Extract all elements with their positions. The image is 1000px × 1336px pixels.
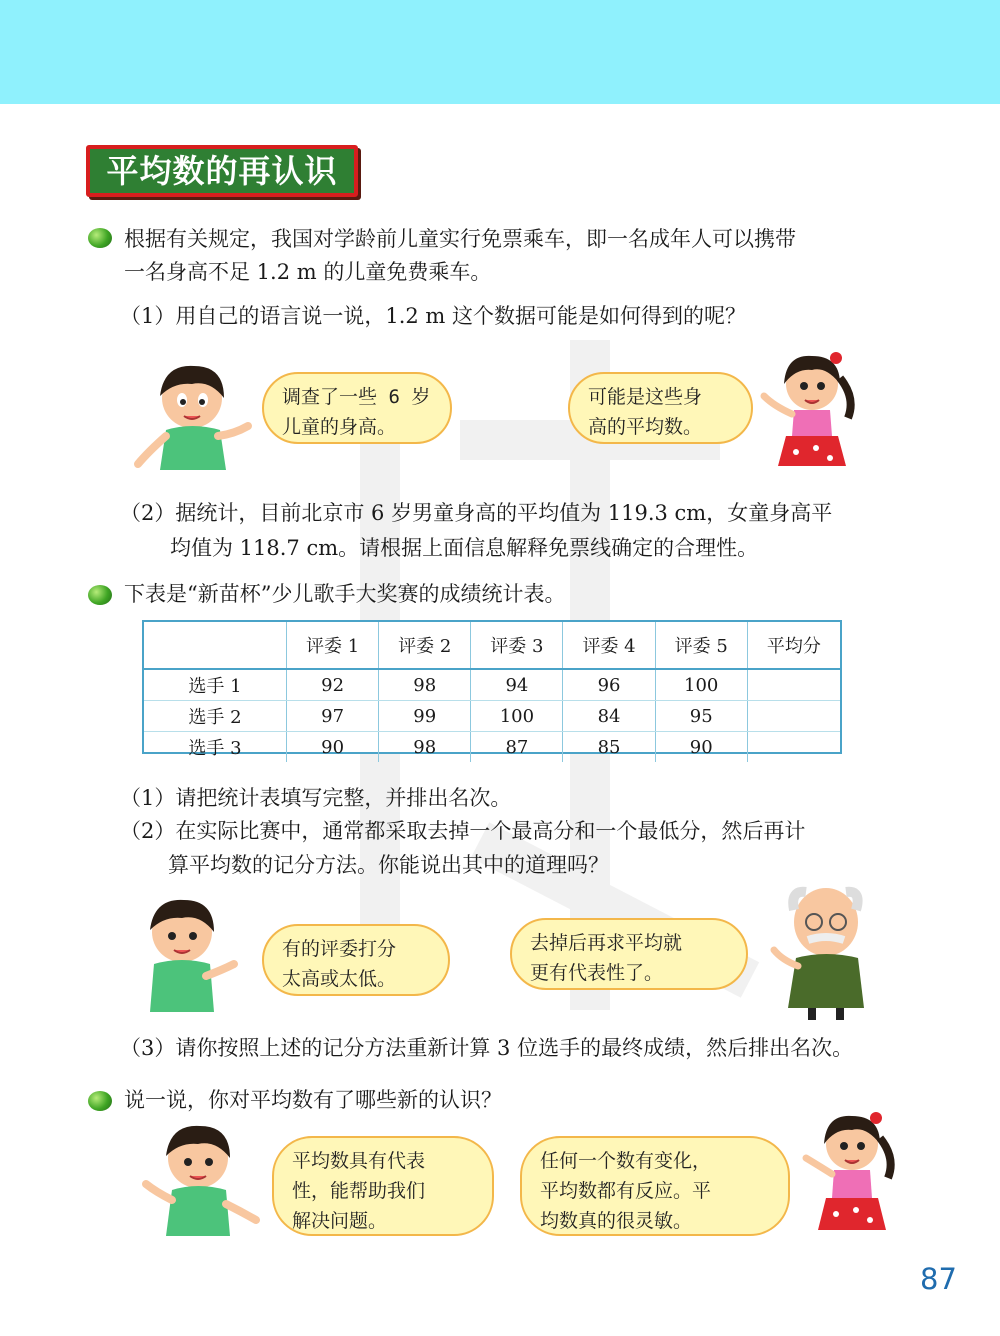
speech-bubble-boy-1: 调查了一些 6 岁 儿童的身高。 <box>262 372 452 444</box>
score-cell: 95 <box>655 701 747 732</box>
speech-bubble-boy-3: 平均数具有代表 性，能帮助我们 解决问题。 <box>272 1136 494 1236</box>
table-row <box>144 669 840 701</box>
section1-question1: （1）用自己的语言说一说，1.2 m 这个数据可能是如何得到的呢？ <box>120 304 747 328</box>
boy-character-illustration <box>130 894 240 1014</box>
score-cell: 94 <box>471 669 563 701</box>
girl-character-illustration <box>800 1108 900 1236</box>
boy-character-illustration <box>136 1120 266 1238</box>
score-cell: 87 <box>471 732 563 763</box>
average-cell <box>747 701 840 732</box>
section1-intro-line2: 一名身高不足 1.2 m 的儿童免费乘车。 <box>124 260 492 284</box>
girl-character-illustration <box>760 348 860 472</box>
section2-question2-line1: （2）在实际比赛中，通常都采取去掉一个最高分和一个最低分，然后再计 <box>120 819 806 843</box>
table-header-row <box>144 622 840 669</box>
speech-bubble-girl-1: 可能是这些身 高的平均数。 <box>568 372 753 444</box>
score-cell: 100 <box>471 701 563 732</box>
section-bullet-icon <box>88 228 112 248</box>
section2-question1: （1）请把统计表填写完整，并排出名次。 <box>120 786 512 810</box>
score-cell: 99 <box>379 701 471 732</box>
section2-question3: （3）请你按照上述的记分方法重新计算 3 位选手的最终成绩，然后排出名次。 <box>120 1036 854 1060</box>
score-cell: 98 <box>379 732 471 763</box>
page-number: 87 <box>920 1262 957 1296</box>
boy-character-illustration <box>130 360 260 472</box>
table-header-cell: 评委 4 <box>563 622 655 669</box>
table-header-cell: 平均分 <box>747 622 840 669</box>
contestant-name: 选手 2 <box>144 701 287 732</box>
score-cell: 97 <box>287 701 379 732</box>
table-header-cell <box>144 622 287 669</box>
table-row <box>144 732 840 763</box>
teacher-character-illustration <box>768 880 878 1022</box>
section1-question2-line2: 均值为 118.7 cm。请根据上面信息解释免票线确定的合理性。 <box>170 536 759 560</box>
section1-question2-line1: （2）据统计，目前北京市 6 岁男童身高的平均值为 119.3 cm，女童身高平 <box>120 501 833 525</box>
score-table <box>142 620 842 759</box>
score-cell: 90 <box>655 732 747 763</box>
section-bullet-icon <box>88 585 112 605</box>
section1-intro-line1: 根据有关规定，我国对学龄前儿童实行免票乘车，即一名成年人可以携带 <box>124 227 796 251</box>
page-title: 平均数的再认识 <box>86 145 358 197</box>
contestant-name: 选手 1 <box>144 669 287 701</box>
score-cell: 100 <box>655 669 747 701</box>
section3-intro: 说一说，你对平均数有了哪些新的认识？ <box>124 1088 502 1112</box>
score-cell: 84 <box>563 701 655 732</box>
table-header-cell: 评委 2 <box>379 622 471 669</box>
speech-bubble-girl-2: 任何一个数有变化， 平均数都有反应。平 均数真的很灵敏。 <box>520 1136 790 1236</box>
section2-question2-line2: 算平均数的记分方法。你能说出其中的道理吗？ <box>168 853 609 877</box>
score-cell: 98 <box>379 669 471 701</box>
score-cell: 90 <box>287 732 379 763</box>
speech-bubble-boy-2: 有的评委打分 太高或太低。 <box>262 924 450 996</box>
top-color-band <box>0 0 1000 104</box>
section2-intro: 下表是“新苗杯”少儿歌手大奖赛的成绩统计表。 <box>124 582 566 606</box>
contestant-name: 选手 3 <box>144 732 287 763</box>
average-cell <box>747 669 840 701</box>
score-cell: 85 <box>563 732 655 763</box>
table-header-cell: 评委 1 <box>287 622 379 669</box>
speech-bubble-teacher: 去掉后再求平均就 更有代表性了。 <box>510 918 748 990</box>
table-row <box>144 701 840 732</box>
table-header-cell: 评委 3 <box>471 622 563 669</box>
table-header-cell: 评委 5 <box>655 622 747 669</box>
section-bullet-icon <box>88 1091 112 1111</box>
average-cell <box>747 732 840 763</box>
score-cell: 96 <box>563 669 655 701</box>
score-cell: 92 <box>287 669 379 701</box>
